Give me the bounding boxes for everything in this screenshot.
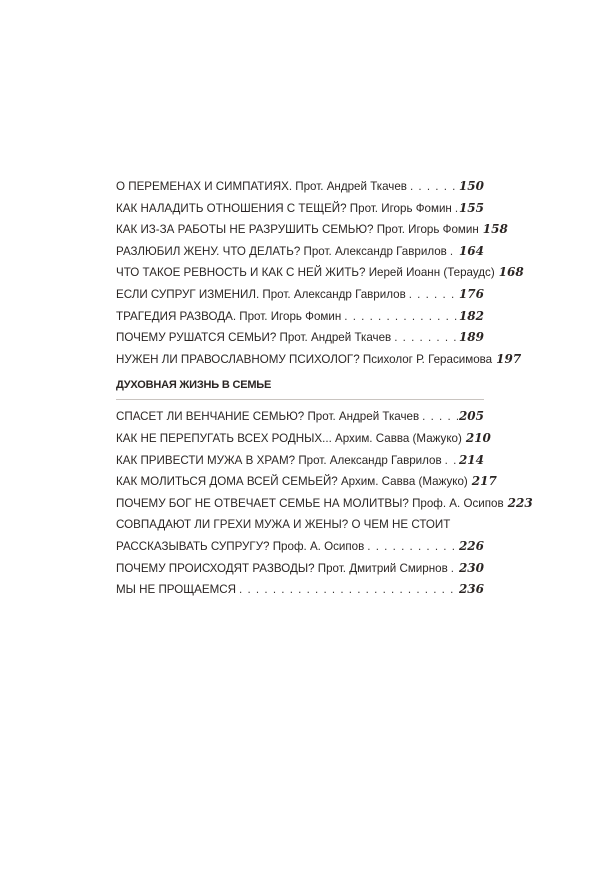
- toc-page-number: 158: [482, 222, 508, 237]
- toc-group-1: [116, 176, 524, 370]
- toc-page-number: 150: [458, 179, 484, 193]
- toc-entry-title: СПАСЕТ ЛИ ВЕНЧАНИЕ СЕМЬЮ? Прот. Андрей Ткачев: [116, 410, 420, 424]
- section-heading: ДУХОВНАЯ ЖИЗНЬ В СЕМЬЕ: [116, 379, 272, 392]
- toc-entry-title: ПОЧЕМУ РУШАТСЯ СЕМЬИ? Прот. Андрей Ткачев: [116, 331, 392, 345]
- toc-page-number: 176: [458, 286, 484, 301]
- dot-leader: [367, 536, 458, 558]
- toc-page-number: 155: [458, 200, 484, 215]
- toc-page-number: 210: [465, 430, 491, 445]
- toc-page-number: 217: [471, 474, 497, 489]
- toc-entry-title: ТРАГЕДИЯ РАЗВОДА. Прот. Игорь Фомин: [116, 309, 342, 323]
- toc-entry[interactable]: [116, 493, 533, 515]
- toc-entry-title: КАК НАЛАДИТЬ ОТНОШЕНИЯ С ТЕЩЕЙ? Прот. Игорь Фомин: [116, 201, 452, 215]
- toc-entry-title: НУЖЕН ЛИ ПРАВОСЛАВНОМУ ПСИХОЛОГ? Психолог Р. Герасимова: [116, 352, 493, 366]
- toc-entry-title: ПОЧЕМУ БОГ НЕ ОТВЕЧАЕТ СЕМЬЕ НА МОЛИТВЫ? Проф. А. Осипов: [116, 496, 504, 510]
- toc-entry[interactable]: [116, 219, 508, 241]
- toc-entry-title: КАК МОЛИТЬСЯ ДОМА ВСЕЙ СЕМЬЕЙ? Архим. Савва (Мажуко): [116, 475, 468, 489]
- toc-page-number: 168: [498, 265, 524, 280]
- dot-leader: [450, 241, 458, 263]
- toc-entry-title: РАЗЛЮБИЛ ЖЕНУ. ЧТО ДЕЛАТЬ? Прот. Александр Гаврилов: [116, 244, 447, 258]
- toc-entry[interactable]: [116, 428, 491, 450]
- toc-entry[interactable]: [116, 306, 484, 328]
- toc-page-number: 214: [458, 452, 484, 467]
- toc-group-2: [116, 406, 533, 600]
- toc-page-number: 197: [496, 351, 522, 366]
- toc-entry[interactable]: [116, 262, 524, 284]
- toc-entry[interactable]: [116, 471, 497, 493]
- toc-page-number: 236: [458, 582, 484, 597]
- toc-entry-title: ПОЧЕМУ ПРОИСХОДЯТ РАЗВОДЫ? Прот. Дмитрий Смирнов: [116, 561, 448, 575]
- dot-leader: [455, 198, 458, 220]
- toc-entry-title: КАК ИЗ-ЗА РАБОТЫ НЕ РАЗРУШИТЬ СЕМЬЮ? Прот. Игорь Фомин: [116, 223, 479, 237]
- toc-entry[interactable]: [116, 558, 484, 580]
- dot-leader: [344, 306, 458, 328]
- toc-page-number: 182: [458, 308, 484, 323]
- toc-page-number: 230: [458, 560, 484, 575]
- toc-entry-line2: [116, 536, 484, 558]
- toc-entry[interactable]: [116, 349, 522, 371]
- toc-entry[interactable]: [116, 241, 484, 263]
- toc-page-number: 164: [458, 243, 484, 258]
- toc-entry-multiline[interactable]: [116, 514, 484, 557]
- toc-entry[interactable]: [116, 327, 484, 349]
- toc-page-number: 205: [458, 409, 484, 424]
- toc-entry-title-line1: СОВПАДАЮТ ЛИ ГРЕХИ МУЖА И ЖЕНЫ? О ЧЕМ НЕ СТОИТ: [116, 518, 451, 532]
- toc-entry-title: КАК ПРИВЕСТИ МУЖА В ХРАМ? Прот. Александр Гаврилов: [116, 453, 442, 467]
- toc-entry-title: ЕСЛИ СУПРУГ ИЗМЕНИЛ. Прот. Александр Гаврилов: [116, 287, 406, 301]
- toc-entry[interactable]: [116, 176, 484, 198]
- toc-entry[interactable]: [116, 579, 484, 601]
- dot-leader: [394, 327, 458, 349]
- toc-page-number: 189: [458, 330, 484, 345]
- toc-entry-title: ЧТО ТАКОЕ РЕВНОСТЬ И КАК С НЕЙ ЖИТЬ? Иерей Иоанн (Тераудс): [116, 266, 495, 280]
- toc-entry-title-line2: РАССКАЗЫВАТЬ СУПРУГУ? Проф. А. Осипов: [116, 539, 365, 553]
- dot-leader: [445, 450, 458, 472]
- toc-entry-title: МЫ НЕ ПРОЩАЕМСЯ: [116, 583, 237, 597]
- dot-leader: [410, 176, 458, 198]
- toc-page-number: 226: [458, 538, 484, 553]
- toc-entry[interactable]: [116, 198, 484, 220]
- toc-entry[interactable]: [116, 406, 484, 428]
- toc-entry-title: О ПЕРЕМЕНАХ И СИМПАТИЯХ. Прот. Андрей Ткачев: [116, 180, 407, 193]
- toc-page-number: 223: [507, 495, 533, 510]
- dot-leader: [239, 579, 458, 601]
- dot-leader: [451, 558, 458, 580]
- toc-entry[interactable]: [116, 450, 484, 472]
- toc-entry-title: КАК НЕ ПЕРЕПУГАТЬ ВСЕХ РОДНЫХ... Архим. Савва (Мажуко): [116, 431, 462, 445]
- dot-leader: [422, 406, 458, 428]
- toc-entry[interactable]: [116, 284, 484, 306]
- section-divider: [116, 399, 484, 400]
- table-of-contents: [116, 176, 533, 601]
- dot-leader: [409, 284, 458, 306]
